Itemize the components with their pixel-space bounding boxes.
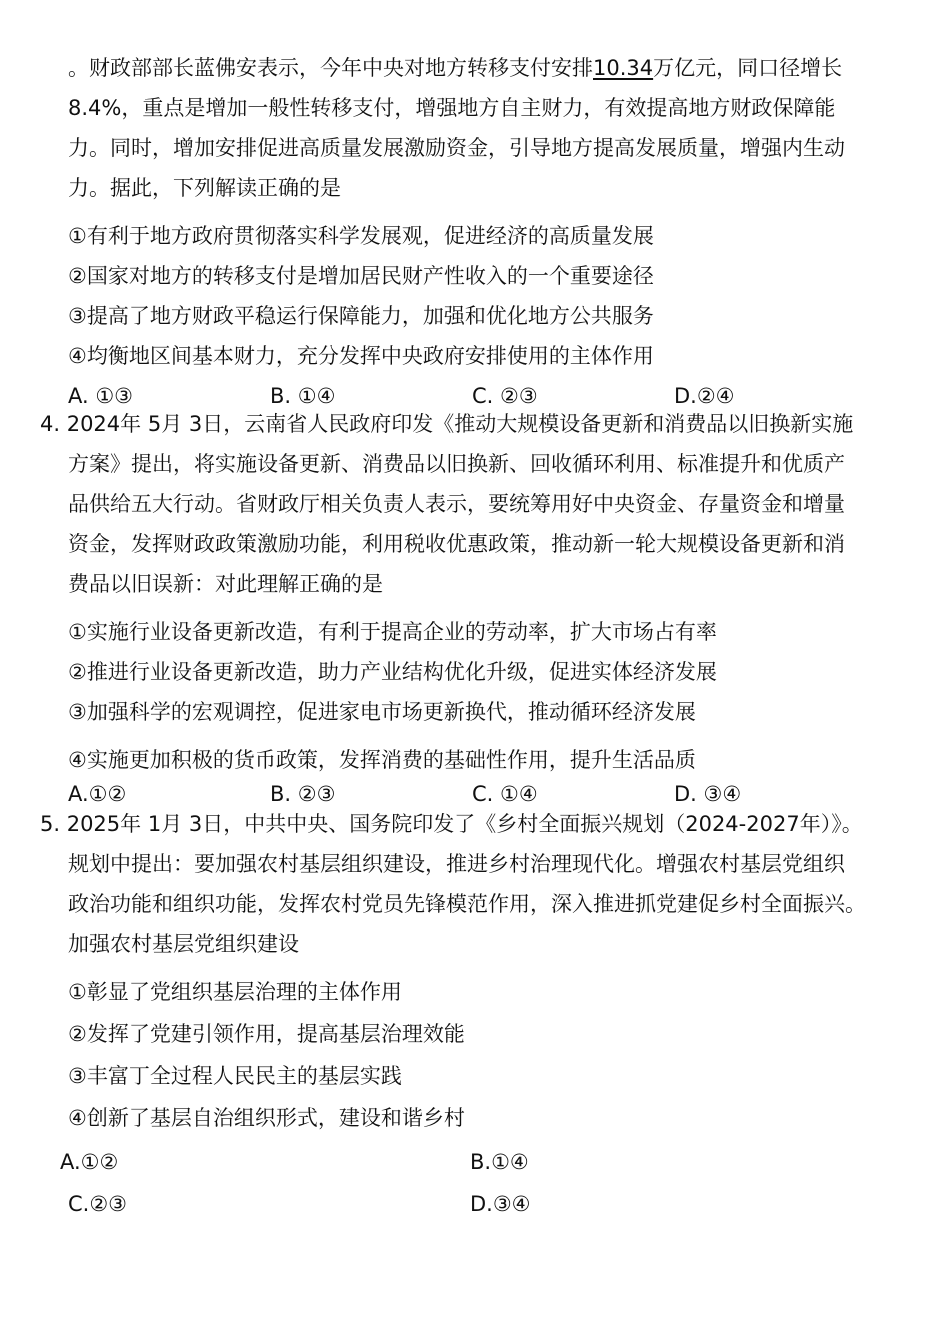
q5-option-d: D.③④ [470, 1192, 531, 1216]
q4-stem-line-4: 资金，发挥财政政策激励功能，利用税收优惠政策，推动新一轮大规模设备更新和消 [68, 532, 845, 556]
q5-option-c: C.②③ [68, 1192, 127, 1216]
q5-statement-1: ①彰显了党组织基层治理的主体作用 [68, 980, 402, 1004]
q5-stem-line-2: 规划中提出：要加强农村基层组织建设，推进乡村治理现代化。增强农村基层党组织 [68, 852, 845, 876]
q4-option-b: B. ②③ [270, 782, 336, 806]
q3-stem-line-3: 力。同时，增加安排促进高质量发展激励资金，引导地方提高发展质量，增强内生动 [68, 136, 845, 160]
q3-stem-line-2: 8.4%，重点是增加一般性转移支付，增强地方自主财力，有效提高地方财政保障能 [68, 96, 836, 120]
q4-statement-1: ①实施行业设备更新改造，有利于提高企业的劳动率，扩大市场占有率 [68, 620, 717, 644]
q4-stem-line-3: 品供给五大行动。省财政厅相关负责人表示，要统筹用好中央资金、存量资金和增量 [68, 492, 845, 516]
q5-statement-3: ③丰富丁全过程人民民主的基层实践 [68, 1064, 402, 1088]
q4-option-a: A.①② [68, 782, 127, 806]
q3-option-b: B. ①④ [270, 384, 336, 408]
q5-stem-line-1: 5. 2025年 1月 3日，中共中央、国务院印发了《乡村全面振兴规划（2024-2027年）》。 [40, 812, 863, 836]
q3-statement-4: ④均衡地区间基本财力，充分发挥中央政府安排使用的主体作用 [68, 344, 654, 368]
q4-statement-4: ④实施更加积极的货币政策，发挥消费的基础性作用，提升生活品质 [68, 748, 696, 772]
q5-option-b: B.①④ [470, 1150, 529, 1174]
q3-stem-line-1: 。财政部部长蓝佛安表示，今年中央对地方转移支付安排10.34万亿元，同口径增长 [68, 56, 843, 80]
q5-option-a: A.①② [60, 1150, 119, 1174]
q4-option-c: C. ①④ [472, 782, 538, 806]
q3-option-c: C. ②③ [472, 384, 538, 408]
q4-statement-2: ②推进行业设备更新改造，助力产业结构优化升级，促进实体经济发展 [68, 660, 717, 684]
q5-stem-line-3: 政治功能和组织功能，发挥农村党员先锋模范作用，深入推进抓党建促乡村全面振兴。 [68, 892, 866, 916]
q5-statement-2: ②发挥了党建引领作用，提高基层治理效能 [68, 1022, 465, 1046]
q3-option-a: A. ①③ [68, 384, 133, 408]
q4-stem-line-1: 4. 2024年 5月 3日，云南省人民政府印发《推动大规模设备更新和消费品以旧换新实施 [40, 412, 854, 436]
q4-statement-3: ③加强科学的宏观调控，促进家电市场更新换代，推动循环经济发展 [68, 700, 696, 724]
q3-statement-1: ①有利于地方政府贯彻落实科学发展观，促进经济的高质量发展 [68, 224, 654, 248]
q5-statement-4: ④创新了基层自治组织形式，建设和谐乡村 [68, 1106, 465, 1130]
q4-option-d: D. ③④ [674, 782, 742, 806]
q5-stem-line-4: 加强农村基层党组织建设 [68, 932, 299, 956]
q3-statement-3: ③提高了地方财政平稳运行保障能力，加强和优化地方公共服务 [68, 304, 654, 328]
amount-figure: 10.34 [593, 56, 654, 80]
q4-stem-line-5: 费品以旧误新：对此理解正确的是 [68, 572, 383, 596]
q3-stem-line-4: 力。据此，下列解读正确的是 [68, 176, 341, 200]
q4-stem-line-2: 方案》提出，将实施设备更新、消费品以旧换新、回收循环利用、标准提升和优质产 [68, 452, 845, 476]
q3-statement-2: ②国家对地方的转移支付是增加居民财产性收入的一个重要途径 [68, 264, 654, 288]
q3-option-d: D.②④ [674, 384, 735, 408]
